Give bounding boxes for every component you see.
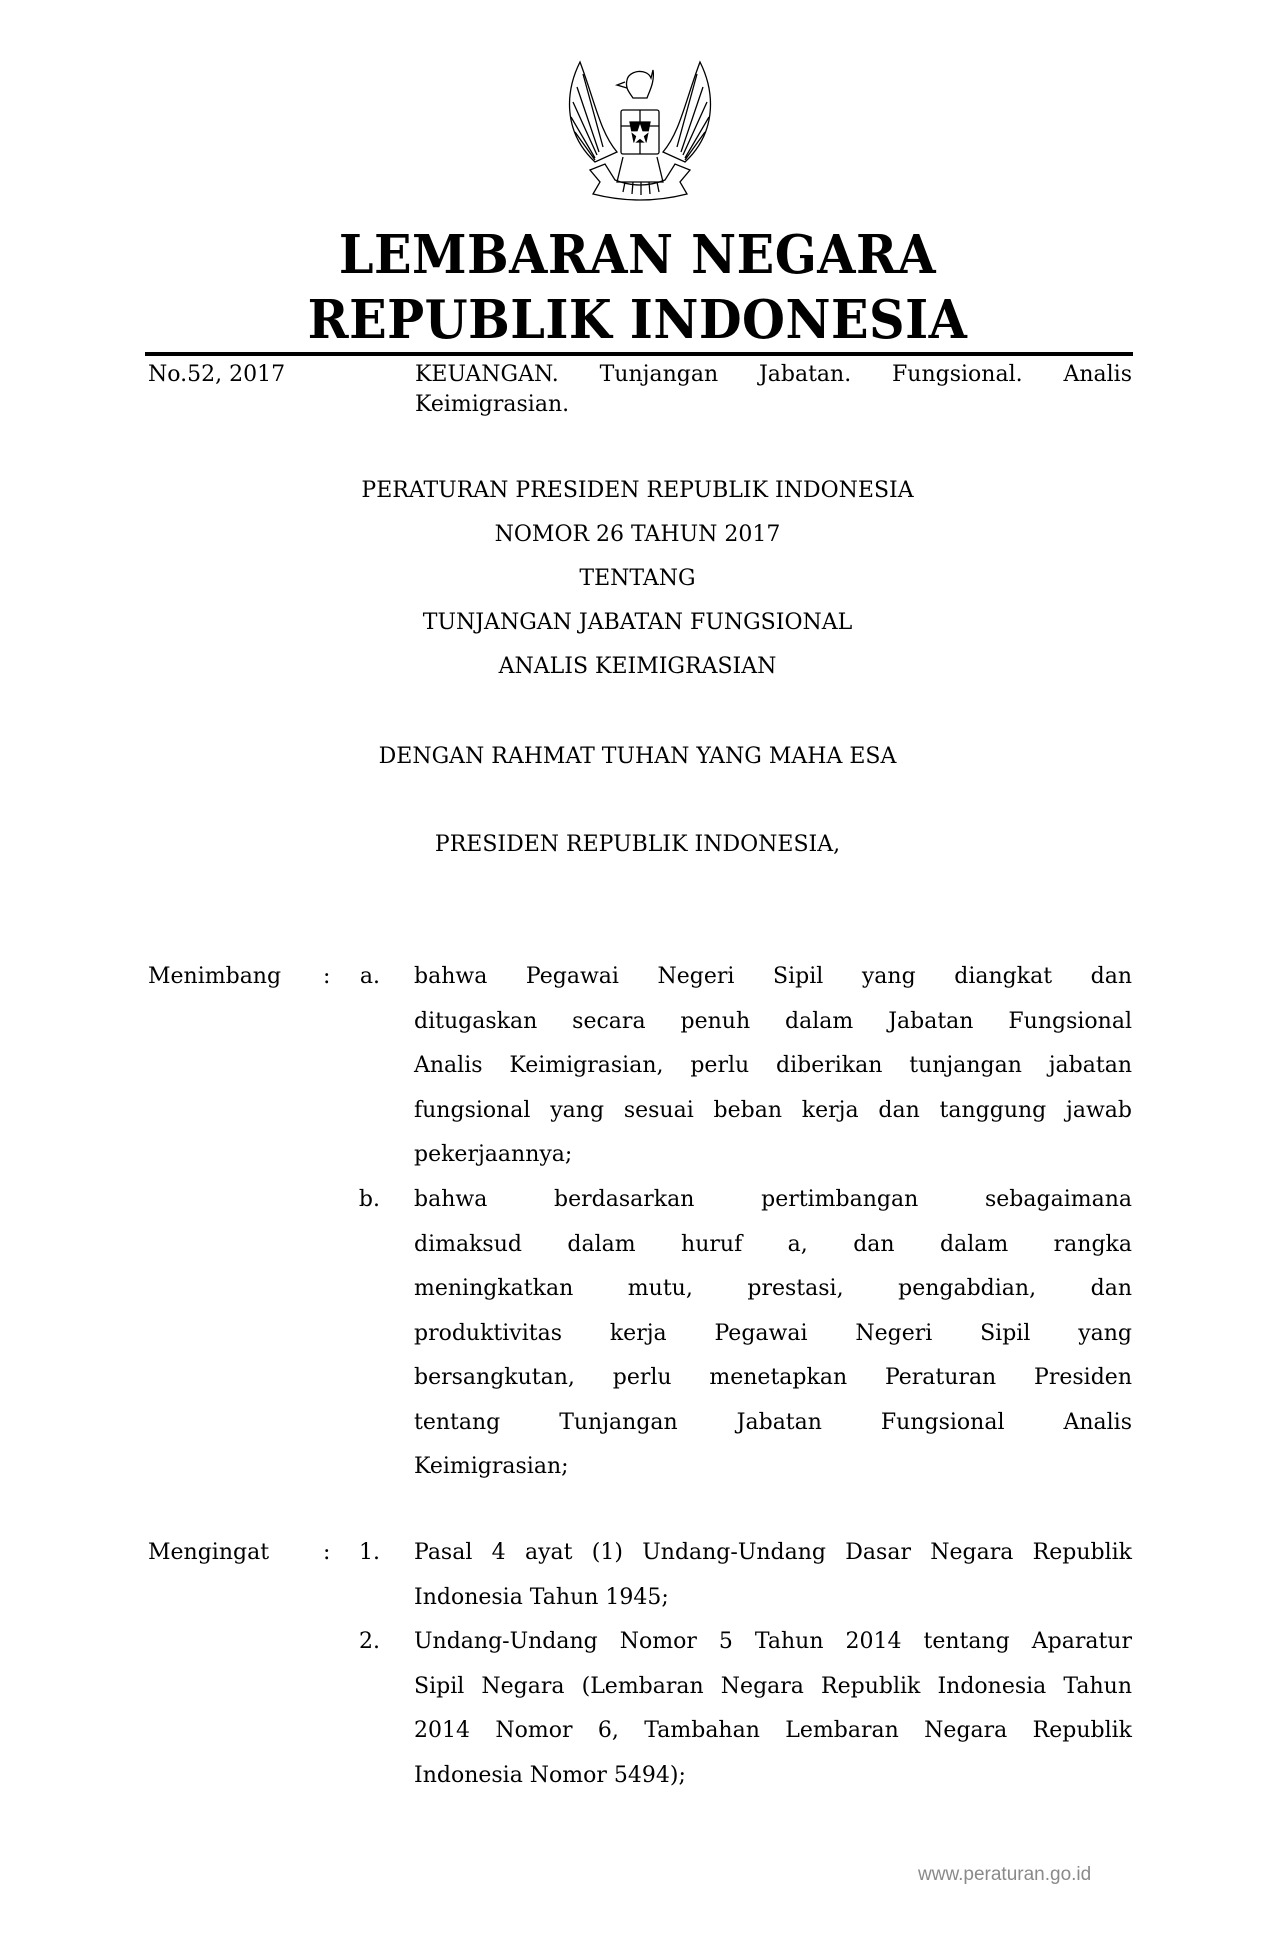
gazette-number: No.52, 2017 [148, 362, 286, 387]
menimbang-colon: : [323, 964, 331, 989]
mengingat-label: Mengingat [148, 1540, 270, 1565]
text-line: bersangkutan, perlu menetapkan Peraturan Presiden [414, 1365, 1132, 1390]
text-line: bahwa Pegawai Negeri Sipil yang diangkat dan [414, 964, 1132, 989]
gazette-title-line1: LEMBARAN NEGARA [338, 224, 937, 286]
text-line: Undang-Undang Nomor 5 Tahun 2014 tentang Aparatur [414, 1629, 1132, 1654]
invocation: DENGAN RAHMAT TUHAN YANG MAHA ESA [378, 744, 897, 769]
text-line: dimaksud dalam huruf a, dan dalam rangka [414, 1231, 1132, 1257]
issuer: PRESIDEN REPUBLIK INDONESIA, [434, 832, 841, 857]
mengingat-item-1 [414, 1531, 1132, 1620]
text-line: Analis Keimigrasian, perlu diberikan tunjangan jabatan [414, 1053, 1132, 1078]
text-line: pekerjaannya; [414, 1142, 573, 1167]
regulation-title-line1: TUNJANGAN JABATAN FUNGSIONAL [422, 610, 853, 635]
text-line: bahwa berdasarkan pertimbangan sebagaimana [414, 1187, 1132, 1212]
regulation-type: PERATURAN PRESIDEN REPUBLIK INDONESIA [361, 478, 914, 503]
menimbang-label: Menimbang [148, 964, 282, 989]
text-line: Indonesia Nomor 5494); [414, 1762, 686, 1788]
regulation-title-line2: ANALIS KEIMIGRASIAN [498, 654, 777, 679]
text-line: meningkatkan mutu, prestasi, pengabdian, dan [414, 1276, 1132, 1301]
footer-website-link[interactable]: www.peraturan.go.id [918, 1864, 1092, 1885]
mengingat-item-2 [414, 1620, 1132, 1798]
header-divider [145, 352, 1133, 356]
gazette-subject-line2: Keimigrasian. [415, 392, 570, 417]
text-line: Keimigrasian; [414, 1454, 569, 1479]
gazette-subject-line1: KEUANGAN. Tunjangan Jabatan. Fungsional. Analis [415, 362, 1132, 387]
text-line: 2014 Nomor 6, Tambahan Lembaran Negara Republik [414, 1718, 1132, 1743]
gazette-subject [415, 360, 1132, 420]
mengingat-colon: : [323, 1540, 331, 1565]
regulation-about: TENTANG [579, 566, 696, 591]
text-line: fungsional yang sesuai beban kerja dan tanggung jawab [414, 1097, 1132, 1123]
mengingat-marker-1: 1. [359, 1540, 380, 1565]
text-line: Sipil Negara (Lembaran Negara Republik Indonesia Tahun [414, 1673, 1132, 1699]
text-line: produktivitas kerja Pegawai Negeri Sipil yang [414, 1320, 1132, 1346]
gazette-title-line2: REPUBLIK INDONESIA [307, 289, 968, 351]
mengingat-marker-2: 2. [359, 1629, 380, 1654]
menimbang-marker-b: b. [358, 1187, 380, 1212]
menimbang-item-b [414, 1178, 1132, 1490]
text-line: tentang Tunjangan Jabatan Fungsional Analis [414, 1409, 1132, 1435]
menimbang-item-a [414, 955, 1132, 1178]
text-line: Indonesia Tahun 1945; [414, 1584, 669, 1610]
text-line: Pasal 4 ayat (1) Undang-Undang Dasar Negara Republik [414, 1540, 1132, 1565]
regulation-number: NOMOR 26 TAHUN 2017 [494, 522, 781, 547]
menimbang-marker-a: a. [359, 964, 380, 989]
garuda-emblem-icon [555, 52, 725, 212]
text-line: ditugaskan secara penuh dalam Jabatan Fungsional [414, 1008, 1132, 1034]
